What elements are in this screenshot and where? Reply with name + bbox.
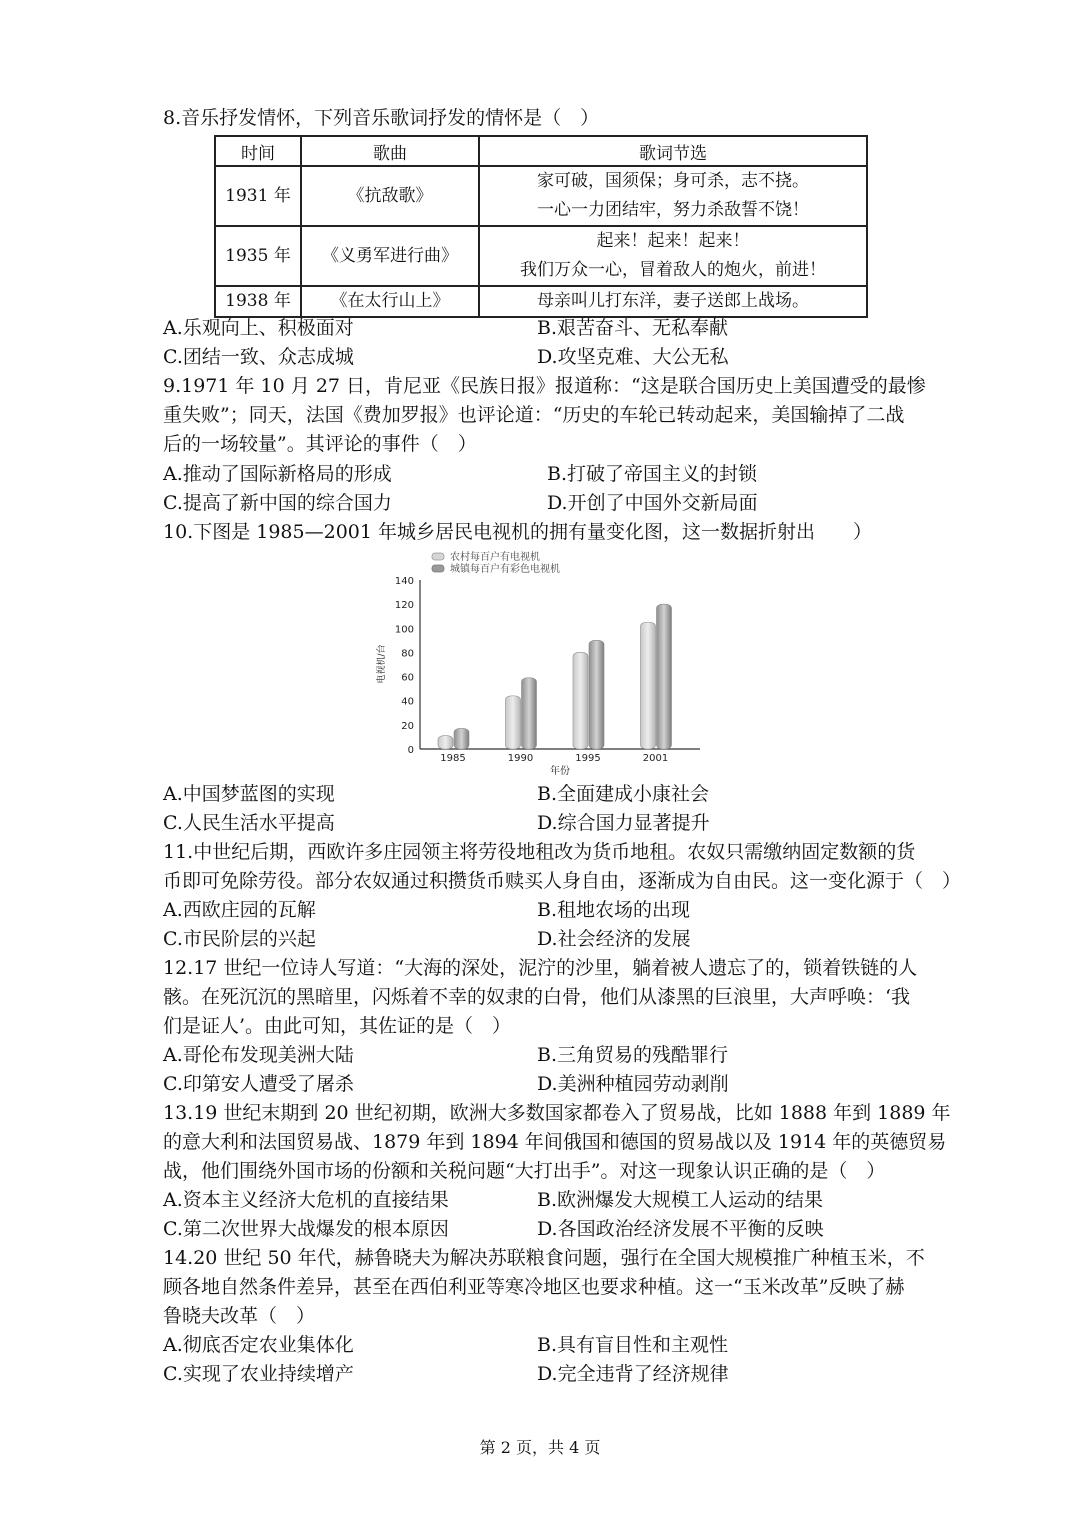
q8-option-d[interactable]: D.攻坚克难、大公无私 <box>537 346 729 368</box>
q9-option-a[interactable]: A.推动了国际新格局的形成 <box>163 463 392 485</box>
q10-option-b[interactable]: B.全面建成小康社会 <box>537 783 710 805</box>
table-header-time: 时间 <box>215 136 301 166</box>
question-13-line: 13.19 世纪末期到 20 世纪初期，欧洲大多数国家都卷入了贸易战，比如 1888 年到 1889 年 <box>163 1102 951 1124</box>
question-10 <box>163 518 923 547</box>
question-14-line: 14.20 世纪 50 年代，赫鲁晓夫为解决苏联粮食问题，强行在全国大规模推广种植玉米，不 <box>163 1247 925 1269</box>
question-12-line: 们是证人’。由此可知，其佐证的是（ ） <box>163 1015 512 1037</box>
question-11-line: 11.中世纪后期，西欧许多庄园领主将劳役地租改为货币地租。农奴只需缴纳固定数额的货 <box>163 841 916 863</box>
question-9-line: 后的一场较量”。其评论的事件（ ） <box>163 433 477 455</box>
question-11-line: 币即可免除劳役。部分农奴通过积攒货币赎买人身自由，逐渐成为自由民。这一变化源于（ ） <box>163 870 962 892</box>
row-song: 《抗敌歌》 <box>301 166 479 226</box>
y-tick-label: 100 <box>394 624 414 636</box>
row-year: 1935 年 <box>215 226 301 286</box>
y-tick-label: 140 <box>394 576 414 587</box>
legend-label-urban: 城镇每百户有彩色电视机 <box>450 564 560 575</box>
question-12 <box>163 954 923 1041</box>
y-axis-label: 电视机/台 <box>377 644 387 684</box>
page-footer: 第 2 页，共 4 页 <box>479 1438 601 1457</box>
q11-option-b[interactable]: B.租地农场的出现 <box>537 899 691 921</box>
x-tick-label: 1985 <box>440 753 466 764</box>
q10-option-c[interactable]: C.人民生活水平提高 <box>163 812 335 834</box>
q9-option-d[interactable]: D.开创了中国外交新局面 <box>547 492 758 514</box>
y-tick-label: 80 <box>401 648 414 660</box>
x-tick-label: 2001 <box>642 753 669 764</box>
row-song: 《义勇军进行曲》 <box>301 226 479 286</box>
y-tick-label: 40 <box>401 696 414 708</box>
q12-option-c[interactable]: C.印第安人遭受了屠杀 <box>163 1073 354 1095</box>
bar-urban-2001 <box>657 604 672 749</box>
q14-option-a[interactable]: A.彻底否定农业集体化 <box>163 1334 354 1356</box>
legend-label-rural: 农村每百户有电视机 <box>450 552 540 563</box>
q12-option-a[interactable]: A.哥伦布发现美洲大陆 <box>163 1044 354 1066</box>
question-13 <box>163 1099 951 1186</box>
q11-option-a[interactable]: A.西欧庄园的瓦解 <box>163 899 316 921</box>
question-9-line: 重失败”；同天，法国《费加罗报》也评论道：“历史的车轮已转动起来，美国输掉了二战 <box>163 404 905 426</box>
bar-rural-1990 <box>506 696 521 749</box>
question-9-line: 9.1971 年 10 月 27 日，肯尼亚《民族日报》报道称：“这是联合国历史上美国遭受的最惨 <box>163 375 926 397</box>
question-12-line: 12.17 世纪一位诗人写道：“大海的深处，泥泞的沙里，躺着被人遗忘了的，锁着铁链的人 <box>163 957 918 979</box>
row-lyrics: 起来！起来！起来！ 我们万众一心，冒着敌人的炮火，前进！ <box>479 226 867 286</box>
row-lyrics: 家可破，国须保；身可杀，志不挠。 一心一力团结牢，努力杀敌誓不饶！ <box>479 166 867 226</box>
table-header-song: 歌曲 <box>301 136 479 166</box>
question-12-line: 骸。在死沉沉的黑暗里，闪烁着不幸的奴隶的白骨，他们从漆黑的巨浪里，大声呼唤：‘我 <box>163 986 911 1008</box>
q13-option-a[interactable]: A.资本主义经济大危机的直接结果 <box>163 1189 449 1211</box>
x-tick-label: 1995 <box>575 753 601 764</box>
q11-option-d[interactable]: D.社会经济的发展 <box>537 928 691 950</box>
q14-option-b[interactable]: B.具有盲目性和主观性 <box>537 1334 729 1356</box>
bar-urban-1990 <box>522 678 537 749</box>
y-tick-label: 60 <box>401 672 414 684</box>
question-11 <box>163 838 962 896</box>
question-13-line: 的意大利和法国贸易战、1879 年到 1894 年间俄国和德国的贸易战以及 1914 年的英德贸易 <box>163 1131 947 1153</box>
tv-ownership-chart <box>370 548 710 778</box>
y-tick-label: 120 <box>394 600 414 612</box>
q8-option-a[interactable]: A.乐观向上、积极面对 <box>163 317 354 339</box>
bar-rural-2001 <box>641 622 656 749</box>
x-axis-label: 年份 <box>550 766 570 777</box>
table-row <box>215 226 867 286</box>
q9-option-c[interactable]: C.提高了新中国的综合国力 <box>163 492 392 514</box>
chart-plot-area <box>395 576 700 764</box>
row-song: 《在太行山上》 <box>301 286 479 317</box>
row-year: 1938 年 <box>215 286 301 317</box>
row-lyrics: 母亲叫儿打东洋，妻子送郎上战场。 <box>479 286 867 317</box>
x-tick-label: 1990 <box>507 753 534 764</box>
q10-option-d[interactable]: D.综合国力显著提升 <box>537 812 710 834</box>
bar-urban-1995 <box>589 640 604 749</box>
question-8-stem: 8.音乐抒发情怀，下列音乐歌词抒发的情怀是（ ） <box>163 107 600 129</box>
row-year: 1931 年 <box>215 166 301 226</box>
legend-swatch-rural <box>432 553 444 560</box>
question-14 <box>163 1244 923 1331</box>
lyrics-table <box>214 135 868 318</box>
q11-option-c[interactable]: C.市民阶层的兴起 <box>163 928 316 950</box>
table-row <box>215 166 867 226</box>
bar-rural-1985 <box>438 736 453 749</box>
q8-option-b[interactable]: B.艰苦奋斗、无私奉献 <box>537 317 729 339</box>
q13-option-b[interactable]: B.欧洲爆发大规模工人运动的结果 <box>537 1189 824 1211</box>
y-tick-label: 0 <box>407 745 414 756</box>
q14-option-d[interactable]: D.完全违背了经济规律 <box>537 1363 729 1385</box>
table-row <box>215 286 867 317</box>
q10-option-a[interactable]: A.中国梦蓝图的实现 <box>163 783 335 805</box>
legend-swatch-urban <box>432 565 444 572</box>
q13-option-c[interactable]: C.第二次世界大战爆发的根本原因 <box>163 1218 449 1240</box>
q8-option-c[interactable]: C.团结一致、众志成城 <box>163 346 354 368</box>
chart-legend <box>432 550 560 575</box>
table-header-lyrics: 歌词节选 <box>479 136 867 166</box>
bar-urban-1985 <box>454 728 469 749</box>
q12-option-b[interactable]: B.三角贸易的残酷罪行 <box>537 1044 729 1066</box>
question-14-line: 顾各地自然条件差异，甚至在西伯利亚等寒冷地区也要求种植。这一“玉米改革”反映了赫 <box>163 1276 905 1298</box>
q9-option-b[interactable]: B.打破了帝国主义的封锁 <box>547 463 758 485</box>
q13-option-d[interactable]: D.各国政治经济发展不平衡的反映 <box>537 1218 824 1240</box>
question-13-line: 战，他们围绕外国市场的份额和关税问题“大打出手”。对这一现象认识正确的是（ ） <box>163 1160 886 1182</box>
question-14-line: 鲁晓夫改革（ ） <box>163 1305 316 1327</box>
question-9 <box>163 372 926 459</box>
question-10-stem: 10.下图是 1985—2001 年城乡居民电视机的拥有量变化图，这一数据折射出 ） <box>163 521 873 543</box>
y-tick-label: 20 <box>401 720 414 732</box>
q14-option-c[interactable]: C.实现了农业持续增产 <box>163 1363 354 1385</box>
q12-option-d[interactable]: D.美洲种植园劳动剥削 <box>537 1073 729 1095</box>
bar-rural-1995 <box>573 652 588 749</box>
question-8 <box>163 104 923 133</box>
